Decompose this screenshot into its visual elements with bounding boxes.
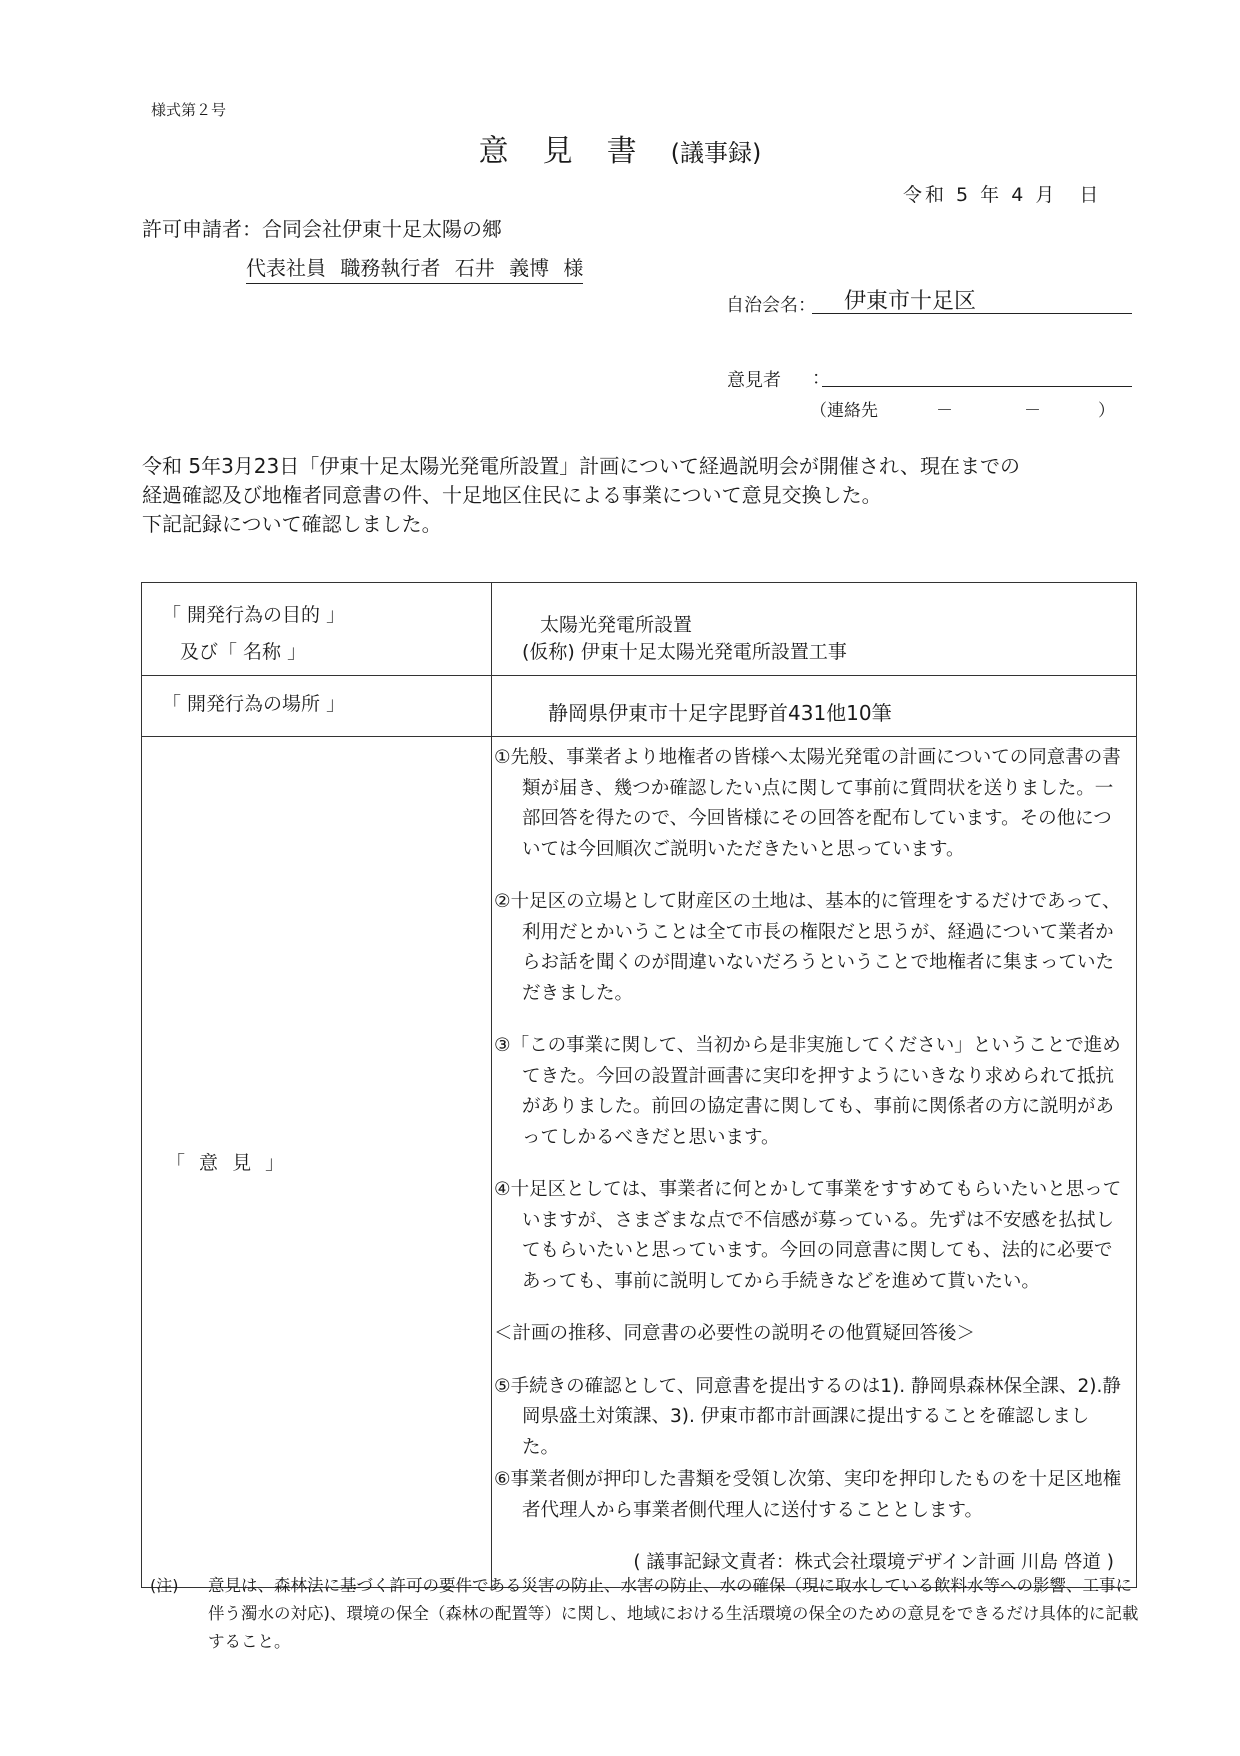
opinion-item: ⑥事業者側が押印した書類を受領し次第、実印を押印したものを十足区地権者代理人から事業者側代理人に送付することとします。: [494, 1469, 1122, 1521]
opinion-bracket-heading: ＜計画の推移、同意書の必要性の説明その他質疑回答後＞: [494, 1323, 976, 1344]
contact-label: （連絡先: [810, 401, 878, 421]
name-value: (仮称) 伊東十足太陽光発電所設置工事: [522, 641, 847, 663]
association-label: 自治会名：: [726, 295, 816, 316]
intro-line: 下記記録について確認しました。: [142, 512, 442, 536]
table-row-location: [142, 676, 1137, 737]
opinion-table: [141, 582, 1137, 1588]
contact-close: ）: [1098, 401, 1115, 421]
opinion-label: 「 意 見 」: [142, 737, 492, 1588]
opinion-item: ③「この事業に関して、当初から是非実施してください」ということで進めてきた。今回の設置計画書に実印を押すようにいきなり求められて抵抗がありました。前回の協定書に関しても、事前に関係者の方に説明があってしかるべきだと思います。: [494, 1035, 1121, 1148]
intro-line: 経過確認及び地権者同意書の件、十足地区住民による事業について意見交換した。: [142, 483, 882, 507]
purpose-label: 「 開発行為の目的 」: [162, 604, 346, 626]
location-label: 「 開発行為の場所 」: [162, 693, 346, 715]
intro-line: 令和 5年3月23日「伊東十足太陽光発電所設置」計画について経過説明会が開催され、現在までの: [142, 454, 1021, 478]
document-date: 令和 5 年 4 月 日: [903, 184, 1102, 206]
contact-dash-1: －: [936, 401, 953, 421]
purpose-value: 太陽光発電所設置: [540, 614, 693, 636]
note-text: 意見は、森林法に基づく許可の要件である災害の防止、水害の防止、水の確保（現に取水している飲料水等への影響、工事に伴う濁水の対応)、環境の保全（森林の配置等）に関し、地域における生活環境の保全のための意見をできるだけ具体的に記載すること。: [208, 1576, 1139, 1651]
location-value-cell: [492, 676, 1137, 737]
opinion-list: [494, 743, 1126, 1579]
opinion-giver-label: 意見者: [727, 370, 781, 391]
title-sub: (議事録): [670, 139, 762, 167]
opinion-giver-line: [822, 386, 1132, 387]
purpose-value-cell: [492, 583, 1137, 676]
title-main: 意見書: [478, 134, 671, 169]
purpose-label-cell: [142, 583, 492, 676]
location-label-cell: [142, 676, 492, 737]
representative: 代表社員 職務執行者 石井 義博 様: [246, 252, 583, 284]
table-row-opinion: [142, 737, 1137, 1588]
opinion-giver-colon: ：: [812, 368, 830, 389]
association-value: 伊東市十足区: [812, 284, 1132, 314]
opinion-item: ①先般、事業者より地権者の皆様へ太陽光発電の計画についての同意書の書類が届き、幾つか確認したい点に関して事前に質問状を送りました。一部回答を得たので、今回皆様にその回答を配布しています。その他については今回順次ご説明いただきたいと思っています。: [494, 747, 1121, 860]
document-title: [0, 126, 1240, 170]
contact-line: [810, 396, 1115, 421]
name-label: 及び「 名称 」: [180, 641, 307, 663]
intro-paragraph: [142, 452, 1142, 539]
opinion-item: ④十足区としては、事業者に何とかして事業をすすめてもらいたいと思っていますが、さまざまな点で不信感が募っている。先ずは不安感を払拭してもらいたいと思っています。今回の同意書に関しても、法的に必要であっても、事前に説明してから手続きなどを進めて貰いたい。: [494, 1179, 1122, 1292]
contact-dash-2: －: [1024, 401, 1041, 421]
opinion-item: ⑤手続きの確認として、同意書を提出するのは1). 静岡県森林保全課、2).静岡県盛土対策課、3). 伊東市都市計画課に提出することを確認しました。: [494, 1375, 1121, 1458]
location-value: 静岡県伊東市十足字毘野首431他10筆: [548, 701, 892, 725]
form-number: 様式第２号: [151, 101, 227, 119]
recorder-line: ( 議事記録文責者：株式会社環境デザイン計画 川島 啓道 ): [633, 1552, 1114, 1573]
applicant: 許可申請者：合同会社伊東十足太陽の郷: [142, 217, 502, 241]
table-row-purpose: [142, 583, 1137, 676]
note-label: (注): [150, 1576, 179, 1595]
opinion-item: ②十足区の立場として財産区の土地は、基本的に管理をするだけであって、利用だとかいうことは全て市長の権限だと思うが、経過について業者からお話を聞くのが間違いないだろうということで地権者に集まっていただきました。: [494, 891, 1121, 1004]
opinion-value-cell: [492, 737, 1137, 1588]
